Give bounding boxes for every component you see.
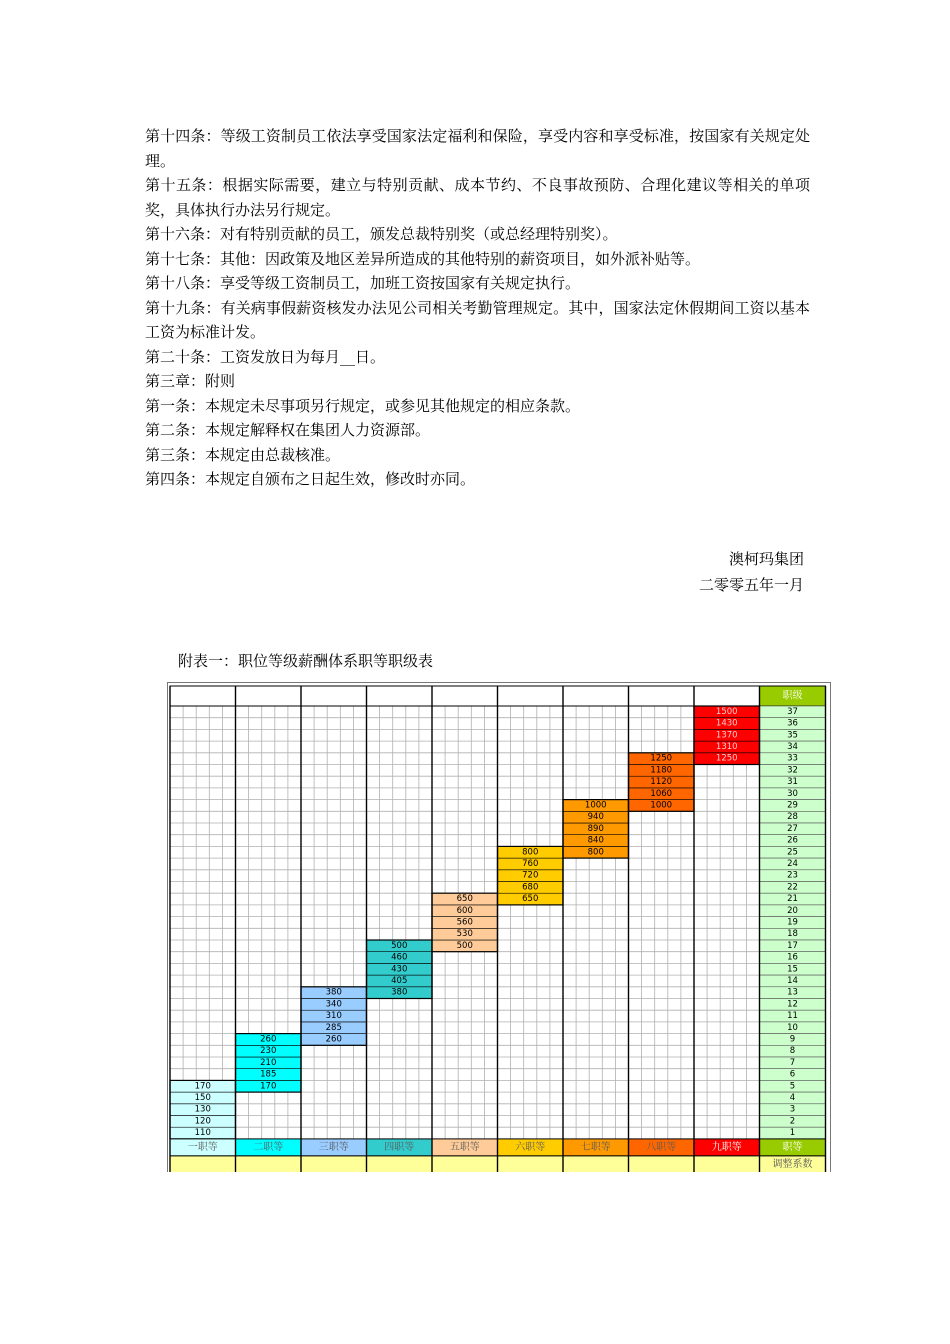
- level-number: 17: [787, 940, 798, 951]
- signature-company: 澳柯玛集团: [728, 550, 804, 568]
- salary-value: 260: [260, 1034, 277, 1045]
- salary-value: 310: [325, 1011, 342, 1022]
- salary-value: 170: [260, 1081, 277, 1092]
- level-number: 23: [787, 870, 798, 881]
- coefficient-cell: [236, 1156, 302, 1172]
- grade-footer-label: 职等: [782, 1141, 803, 1153]
- level-number: 22: [787, 882, 798, 893]
- salary-value: 500: [456, 940, 473, 951]
- coefficient-cell: [629, 1156, 695, 1172]
- level-number: 18: [787, 929, 798, 940]
- coefficient-cell: [563, 1156, 629, 1172]
- signature-date: 二零零五年一月: [698, 576, 804, 594]
- grade-name: 三职等: [318, 1141, 349, 1153]
- coefficient-cell: [498, 1156, 564, 1172]
- salary-value: 650: [456, 894, 473, 905]
- salary-value: 1310: [715, 741, 738, 752]
- header-cell: [236, 686, 302, 706]
- level-number: 19: [787, 917, 798, 928]
- level-number: 12: [787, 999, 798, 1010]
- salary-value: 380: [325, 987, 342, 998]
- level-number: 8: [789, 1046, 796, 1057]
- salary-value: 1000: [650, 800, 673, 811]
- header-cell: [367, 686, 433, 706]
- level-number: 10: [787, 1022, 798, 1033]
- level-number: 21: [787, 894, 798, 905]
- salary-value: 380: [391, 987, 408, 998]
- level-number: 34: [787, 741, 798, 752]
- coefficient-cell: [432, 1156, 498, 1172]
- level-number: 31: [787, 777, 798, 788]
- salary-value: 110: [194, 1128, 211, 1139]
- salary-value: 560: [456, 917, 473, 928]
- salary-value: 230: [260, 1046, 277, 1057]
- level-number: 32: [787, 765, 798, 776]
- level-number: 30: [787, 788, 798, 799]
- header-cell: [498, 686, 564, 706]
- level-number: 35: [787, 730, 798, 741]
- paragraph: 第十四条：等级工资制员工依法享受国家法定福利和保险，享受内容和享受标准，按国家有关规定处理。: [145, 127, 810, 170]
- paragraph: 第十七条：其他：因政策及地区差异所造成的其他特别的薪资项目，如外派补贴等。: [145, 249, 701, 268]
- salary-value: 185: [260, 1069, 277, 1080]
- level-number: 7: [789, 1057, 796, 1068]
- paragraph: 第二条：本规定解释权在集团人力资源部。: [145, 421, 431, 439]
- coefficient-cell: [301, 1156, 367, 1172]
- grade-salary-table: [167, 682, 831, 1172]
- salary-value: 405: [391, 975, 408, 986]
- header-cell: [301, 686, 367, 706]
- salary-value: 1000: [584, 800, 607, 811]
- salary-value: 650: [522, 894, 539, 905]
- salary-value: 1250: [650, 753, 673, 764]
- paragraph: 第十八条：享受等级工资制员工，加班工资按国家有关规定执行。: [145, 274, 581, 292]
- grade-name: 四职等: [384, 1141, 415, 1153]
- salary-value: 530: [456, 929, 473, 940]
- paragraph: 第二十条：工资发放日为每月__日。: [145, 347, 386, 366]
- table-caption: 附表一：职位等级薪酬体系职等职级表: [178, 652, 434, 670]
- level-number: 2: [789, 1116, 796, 1127]
- grade-name: 五职等: [449, 1141, 480, 1153]
- salary-value: 800: [587, 847, 604, 858]
- level-number: 15: [787, 964, 798, 975]
- header-cell: [694, 686, 760, 706]
- salary-value: 210: [260, 1057, 277, 1068]
- grade-name: 六职等: [515, 1141, 546, 1153]
- paragraph: 第三条：本规定由总裁核准。: [145, 445, 341, 464]
- coefficient-cell: [170, 1156, 236, 1172]
- salary-value: 285: [325, 1022, 342, 1033]
- level-number: 36: [787, 718, 798, 729]
- header-cell: [170, 686, 236, 706]
- salary-value: 600: [456, 905, 473, 916]
- salary-value: 120: [194, 1116, 211, 1127]
- salary-value: 800: [522, 847, 539, 858]
- level-number: 5: [789, 1081, 796, 1092]
- header-cell: [432, 686, 498, 706]
- paragraph: 第三章：附则: [145, 372, 236, 390]
- salary-value: 760: [522, 858, 539, 869]
- level-number: 26: [787, 835, 798, 846]
- grade-name: 七职等: [580, 1141, 611, 1153]
- signature-block: [699, 546, 804, 598]
- level-number: 3: [789, 1104, 796, 1115]
- salary-value: 1500: [715, 706, 738, 717]
- salary-value: 1060: [650, 788, 673, 799]
- salary-value: 1120: [650, 777, 673, 788]
- salary-value: 150: [194, 1092, 211, 1103]
- salary-value: 1430: [715, 718, 738, 729]
- level-number: 20: [787, 905, 798, 916]
- salary-value: 430: [391, 964, 408, 975]
- salary-value: 500: [391, 940, 408, 951]
- level-number: 33: [787, 753, 798, 764]
- salary-value: 170: [194, 1081, 211, 1092]
- level-number: 29: [787, 800, 798, 811]
- level-number: 16: [787, 952, 798, 963]
- level-header-label: 职级: [782, 690, 803, 702]
- grade-name: 九职等: [711, 1141, 742, 1153]
- level-number: 24: [787, 858, 798, 869]
- coefficient-label: 调整系数: [772, 1158, 813, 1170]
- level-number: 1: [789, 1128, 796, 1139]
- coefficient-cell: [694, 1156, 760, 1172]
- level-number: 6: [789, 1069, 796, 1080]
- grade-name: 八职等: [646, 1141, 677, 1153]
- salary-value: 460: [391, 952, 408, 963]
- header-cell: [629, 686, 695, 706]
- paragraph: 第十五条：根据实际需要，建立与特别贡献、成本节约、不良事故预防、合理化建议等相关的单项奖，具体执行办法另行规定。: [145, 176, 810, 219]
- level-number: 11: [787, 1011, 798, 1022]
- paragraph: 第一条：本规定未尽事项另行规定，或参见其他规定的相应条款。: [145, 396, 581, 415]
- paragraph: 第十九条：有关病事假薪资核发办法见公司相关考勤管理规定。其中，国家法定休假期间工资以基本工资为标准计发。: [145, 298, 810, 341]
- grade-name: 一职等: [187, 1141, 218, 1153]
- salary-value: 1370: [715, 730, 738, 741]
- salary-value: 340: [325, 999, 342, 1010]
- grade-name: 二职等: [253, 1141, 284, 1153]
- level-number: 4: [789, 1092, 796, 1103]
- paragraph: 第四条：本规定自颁布之日起生效，修改时亦同。: [145, 470, 476, 488]
- level-number: 25: [787, 847, 798, 858]
- salary-value: 680: [522, 882, 539, 893]
- salary-value: 1250: [715, 753, 738, 764]
- salary-value: 890: [587, 823, 604, 834]
- salary-value: 260: [325, 1034, 342, 1045]
- salary-value: 940: [587, 812, 604, 823]
- coefficient-cell: [367, 1156, 433, 1172]
- paragraph: 第十六条：对有特别贡献的员工，颁发总裁特别奖（或总经理特别奖）。: [145, 225, 618, 243]
- level-number: 37: [787, 706, 798, 717]
- level-number: 14: [787, 975, 798, 986]
- salary-value: 130: [194, 1104, 211, 1115]
- salary-value: 1180: [650, 765, 673, 776]
- document-body: [145, 124, 810, 492]
- level-number: 28: [787, 812, 798, 823]
- level-number: 13: [787, 987, 798, 998]
- level-number: 27: [787, 823, 798, 834]
- salary-value: 720: [522, 870, 539, 881]
- level-number: 9: [789, 1034, 796, 1045]
- header-cell: [563, 686, 629, 706]
- salary-value: 840: [587, 835, 604, 846]
